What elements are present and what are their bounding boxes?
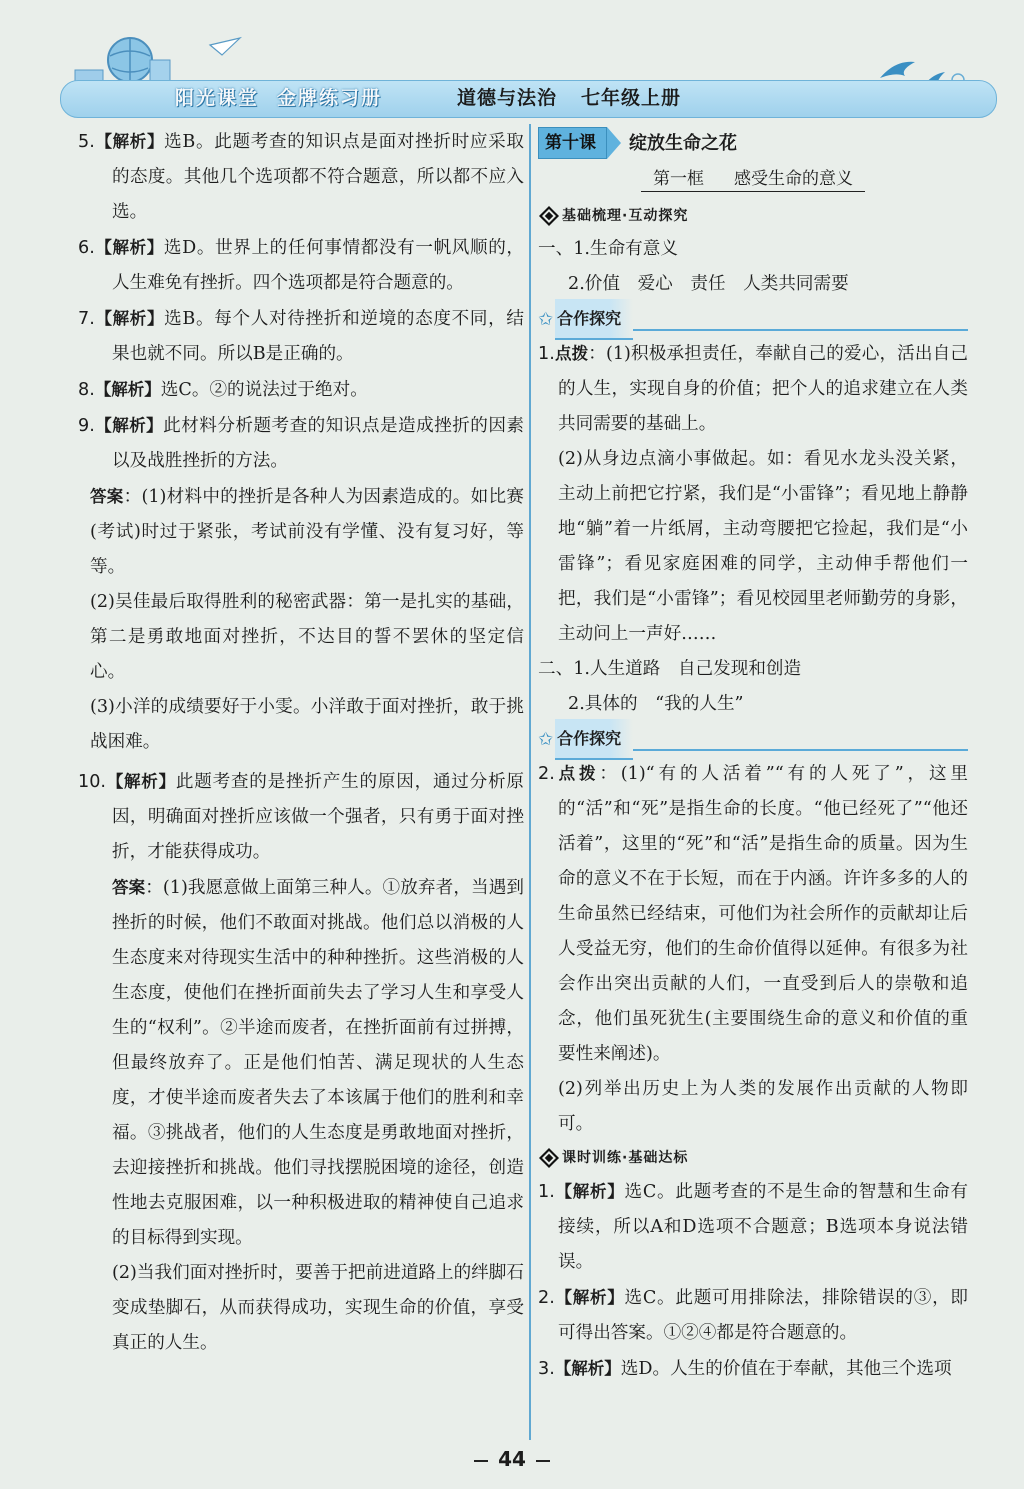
book-title xyxy=(457,80,681,116)
item-number: 10. xyxy=(78,772,106,792)
hint-tag: 点拨 xyxy=(554,764,600,783)
basics-line-1: 一、1.生命有意义 xyxy=(538,239,678,259)
practice-3 xyxy=(538,1351,968,1387)
answer-10 xyxy=(78,764,524,870)
item-text: 选B。此题考查的知识点是面对挫折时应采取的态度。其他几个选项都不符合题意，所以都不应入选。 xyxy=(112,132,525,222)
practice-1 xyxy=(538,1174,968,1280)
section-heading-practice xyxy=(538,1142,968,1174)
page-header xyxy=(0,0,1024,122)
divider-line xyxy=(633,749,968,751)
answer-text: ：(1)我愿意做上面第三种人。①放弃者，当遇到挫折的时候，他们不敢面对挑战。他们总以消极的人生态度来对待现实生活中的种种挫折。这些消极的人生态度，使他们在挫折面前失去了学习人生和享受人生的“权利”。②半途而废者，在挫折面前有过拼搏，但最终放弃了。正是他们怕苦、满足现状的人生态度，才使半途而废者失去了本该属于他们的胜利和幸福。③挑战者，他们的人生态度是勇敢地面对挫折，去迎接挫折和挑战。他们寻找摆脱困境的途径，创造性地去克服困难，以一种积极进取的精神使自己追求的目标得到实现。 xyxy=(112,878,524,1248)
star-icon: ✩ xyxy=(538,308,554,330)
answer-label: 答案 xyxy=(90,487,124,506)
answer-text: ：(1)材料中的挫折是各种人为因素造成的。如比赛(考试)时过于紧张，考试前没有学懂、没有复习好，等等。 xyxy=(90,487,524,577)
answer-9-part1 xyxy=(78,479,524,585)
section-label: 合作探究 xyxy=(555,719,633,760)
answer-9 xyxy=(78,408,524,479)
item-text: ：(1)积极承担责任，奉献自己的爱心，活出自己的人生，实现自身的价值；把个人的追求建立在人类共同需要的基础上。 xyxy=(558,344,968,434)
lesson-title: 绽放生命之花 xyxy=(629,132,737,154)
analysis-tag: 【解析】 xyxy=(94,238,164,257)
basics-line-4: 2.具体的 “我的人生” xyxy=(568,694,744,714)
analysis-tag: 【解析】 xyxy=(554,1288,625,1307)
item-text: 此材料分析题考查的知识点是造成挫折的因素以及战胜挫折的方法。 xyxy=(112,416,524,471)
item-text: 选C。此题考查的不是生命的智慧和生命有接续，所以A和D选项不合题意；B选项本身说法错误。 xyxy=(558,1182,969,1272)
answer-8 xyxy=(78,372,524,408)
lesson-heading xyxy=(538,124,968,162)
analysis-tag: 【解析】 xyxy=(94,309,165,328)
analysis-tag: 【解析】 xyxy=(105,772,176,791)
brand-name-2: 金牌练习册 xyxy=(277,87,383,109)
section-title: 课时训练·基础达标 xyxy=(562,1149,689,1166)
diamond-icon xyxy=(539,206,559,226)
answer-10-part1 xyxy=(78,870,524,1256)
practice-2 xyxy=(538,1280,968,1351)
column-divider xyxy=(529,124,531,1440)
inquiry-1 xyxy=(538,336,968,442)
cooperative-inquiry-heading-1 xyxy=(538,302,968,336)
item-number: 2. xyxy=(538,1288,555,1308)
item-text: 选D。人生的价值在于奉献，其他三个选项 xyxy=(620,1359,952,1379)
item-number: 8. xyxy=(78,380,95,400)
analysis-tag: 【解析】 xyxy=(94,416,164,435)
answer-9-part2: (2)吴佳最后取得胜利的秘密武器：第一是扎实的基础，第二是勇敢地面对挫折，不达目的誓不罢休的坚定信心。 xyxy=(90,592,524,682)
frame-name: 感受生命的意义 xyxy=(728,169,859,192)
answer-7 xyxy=(78,301,524,372)
analysis-tag: 【解析】 xyxy=(94,380,161,399)
item-number: 9. xyxy=(78,416,95,436)
frame-number: 第一框 xyxy=(647,169,710,192)
cooperative-inquiry-heading-2 xyxy=(538,722,968,756)
page-number xyxy=(0,1447,1024,1471)
item-text: 此题考查的是挫折产生的原因，通过分析原因，明确面对挫折应该做一个强者，只有勇于面对挫折，才能获得成功。 xyxy=(112,772,524,862)
section-label: 合作探究 xyxy=(555,299,633,340)
grade-name: 七年级上册 xyxy=(581,87,682,109)
frame-title xyxy=(538,164,968,194)
item-number: 7. xyxy=(78,309,95,329)
series-brand xyxy=(175,80,382,116)
section-heading-basics xyxy=(538,200,968,232)
item-number: 3. xyxy=(538,1359,555,1379)
item-text: 选C。②的说法过于绝对。 xyxy=(160,380,368,400)
inquiry-1-part2: (2)从身边点滴小事做起。如：看见水龙头没关紧，主动上前把它拧紧，我们是“小雷锋”；看见地上静静地“躺”着一片纸屑，主动弯腰把它捡起，我们是“小雷锋”；看见家庭困难的同学，主动伸手帮他们一把，我们是“小雷锋”；看见校园里老师勤劳的身影，主动问上一声好…… xyxy=(558,449,968,644)
subject-name: 道德与法治 xyxy=(457,87,558,109)
section-title: 基础梳理·互动探究 xyxy=(562,207,689,224)
page-number-value: 44 xyxy=(498,1447,526,1471)
answer-label: 答案 xyxy=(112,878,146,897)
item-text: 选D。世界上的任何事情都没有一帆风顺的，人生难免有挫折。四个选项都是符合题意的。 xyxy=(112,238,525,293)
item-number: 1. xyxy=(538,1182,555,1202)
basics-line-2: 2.价值 爱心 责任 人类共同需要 xyxy=(568,274,849,294)
item-text: 选C。此题可用排除法，排除错误的③，即可得出答案。①②④都是符合题意的。 xyxy=(558,1288,969,1343)
answer-6 xyxy=(78,230,524,301)
arrow-icon xyxy=(607,127,621,159)
answer-5 xyxy=(78,124,524,230)
left-column xyxy=(78,124,524,1361)
item-text: 选B。每个人对待挫折和逆境的态度不同，结果也就不同。所以B是正确的。 xyxy=(112,309,525,364)
analysis-tag: 【解析】 xyxy=(554,1182,625,1201)
analysis-tag: 【解析】 xyxy=(94,132,165,151)
item-number: 1. xyxy=(538,344,555,364)
answer-10-part2: (2)当我们面对挫折时，要善于把前进道路上的绊脚石变成垫脚石，从而获得成功，实现生命的价值，享受真正的人生。 xyxy=(112,1263,524,1353)
dash-left xyxy=(474,1460,488,1462)
analysis-tag: 【解析】 xyxy=(554,1359,621,1378)
item-number: 2. xyxy=(538,764,555,784)
item-number: 6. xyxy=(78,238,95,258)
inquiry-2-part2: (2)列举出历史上为人类的发展作出贡献的人物即可。 xyxy=(558,1079,968,1134)
hint-tag: 点拨 xyxy=(554,344,589,363)
lesson-number: 第十课 xyxy=(538,127,607,159)
star-icon: ✩ xyxy=(538,728,554,750)
basics-line-3: 二、1.人生道路 自己发现和创造 xyxy=(538,659,802,679)
brand-name-1: 阳光课堂 xyxy=(175,87,260,109)
item-text: ：(1)“有的人活着”“有的人死了”，这里的“活”和“死”是指生命的长度。“他已经死了”“他还活着”，这里的“死”和“活”是指生命的质量。因为生命的意义不在于长短，而在于内涵。许许多多的人的生命虽然已经结束，可他们为社会所作的贡献却让后人受益无穷，他们的生命价值得以延伸。有很多为社会作出突出贡献的人们，一直受到后人的崇敬和追念，他们虽死犹生(主要围绕生命的意义和价值的重要性来阐述)。 xyxy=(558,764,969,1064)
divider-line xyxy=(633,329,968,331)
diamond-icon xyxy=(539,1148,559,1168)
right-column xyxy=(538,124,968,1387)
inquiry-2 xyxy=(538,756,968,1072)
item-number: 5. xyxy=(78,132,95,152)
answer-9-part3: (3)小洋的成绩要好于小雯。小洋敢于面对挫折，敢于挑战困难。 xyxy=(90,697,524,752)
dash-right xyxy=(536,1460,550,1462)
